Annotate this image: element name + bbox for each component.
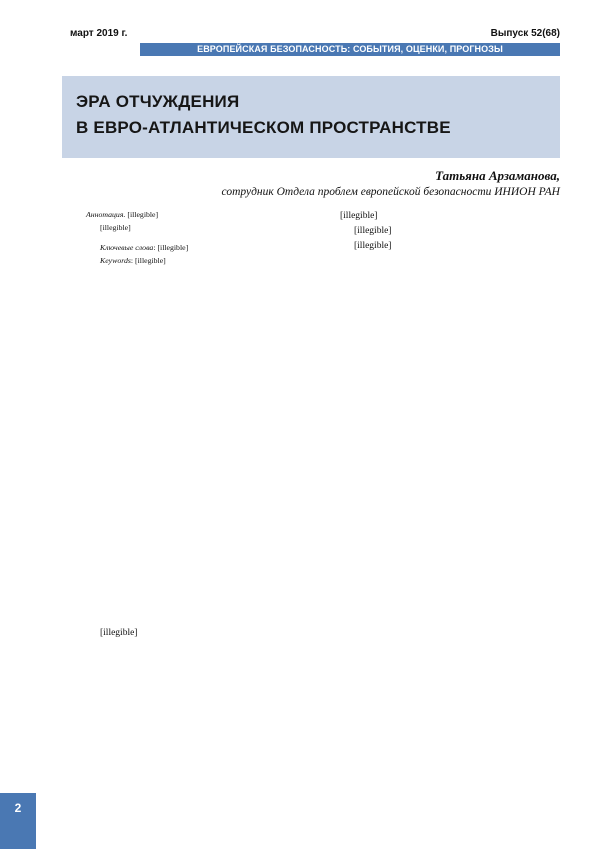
body-right-paragraph-3: [illegible] — [354, 241, 392, 252]
keywords-ru: Ключевые слова: [illegible] — [100, 243, 189, 253]
annotation-column — [86, 210, 331, 267]
title-box — [62, 76, 560, 158]
annotation-label: Аннотация. — [86, 210, 126, 219]
issue-number: Выпуск 52(68) — [490, 28, 560, 39]
keywords-en-text: [illegible] — [135, 256, 166, 266]
title-line-2: В ЕВРО-АТЛАНТИЧЕСКОМ ПРОСТРАНСТВЕ — [76, 118, 451, 137]
body-right-paragraph-1: [illegible] — [340, 211, 378, 221]
annotation-paragraph-2: [illegible] — [100, 222, 131, 232]
left-body-text: [illegible] — [100, 628, 138, 638]
running-header — [70, 28, 560, 42]
keywords-ru-text: [illegible] — [157, 243, 189, 253]
author-block — [222, 168, 560, 198]
section-rubric-bar: ЕВРОПЕЙСКАЯ БЕЗОПАСНОСТЬ: СОБЫТИЯ, ОЦЕНКИ, ПРОГНОЗЫ — [140, 43, 560, 56]
body-right-paragraph-2: [illegible] — [354, 226, 392, 237]
keywords-en-label: Keywords — [100, 256, 131, 266]
issue-date: март 2019 г. — [70, 28, 128, 39]
right-text-column — [340, 210, 564, 254]
page-number: 2 — [14, 801, 22, 815]
author-name: Татьяна Арзаманова, — [435, 168, 560, 183]
keywords-ru-label: Ключевые слова — [100, 243, 154, 253]
title-line-1: ЭРА ОТЧУЖДЕНИЯ — [76, 92, 240, 111]
article-title — [76, 89, 451, 141]
author-affiliation: сотрудник Отдела проблем европейской безопасности ИНИОН РАН — [221, 186, 560, 198]
keywords-en: Keywords: [illegible] — [100, 256, 166, 266]
annotation-text: [illegible] — [127, 210, 159, 219]
annotation-paragraph — [86, 210, 331, 221]
